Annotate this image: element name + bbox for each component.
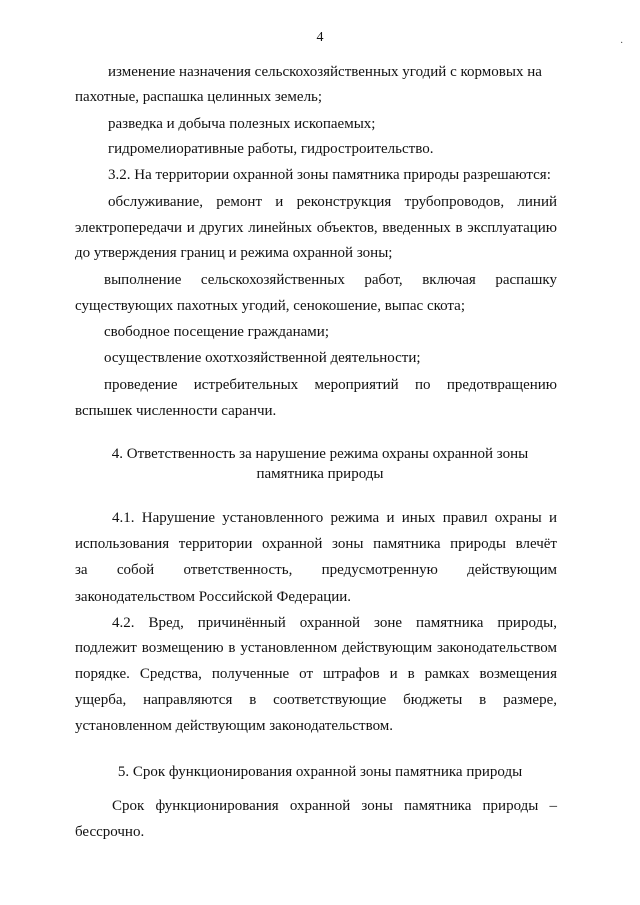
- text-line: обслуживание, ремонт и реконструкция трубопроводов, линий: [108, 194, 557, 210]
- text-line: установленном действующим законодательством.: [75, 718, 394, 734]
- text-line: пахотные, распашка целинных земель;: [75, 89, 323, 105]
- text-line: вспышек численности саранчи.: [75, 403, 277, 419]
- text-line: проведение истребительных мероприятий по предотвращению: [104, 377, 557, 393]
- text-line: свободное посещение гражданами;: [104, 324, 329, 340]
- text-line: осуществление охотхозяйственной деятельности;: [104, 350, 421, 366]
- text-line: подлежит возмещению в установленном действующим законодательством: [75, 640, 557, 656]
- text-line: существующих пахотных угодий, сенокошение, выпас скота;: [75, 298, 465, 314]
- text-line: электропередачи и других линейных объектов, введенных в эксплуатацию: [75, 220, 557, 236]
- text-line: выполнение сельскохозяйственных работ, включая распашку: [104, 272, 557, 288]
- section-heading: 5. Срок функционирования охранной зоны памятника природы: [117, 764, 523, 780]
- text-line: 4.2. Вред, причинённый охранной зоне памятника природы,: [112, 615, 557, 631]
- scan-mark: ·: [620, 38, 624, 49]
- text-line: 3.2. На территории охранной зоны памятника природы разрешаются:: [108, 167, 551, 183]
- text-line: ущерба, направляются в соответствующие бюджеты в размере,: [75, 692, 557, 708]
- text-line: разведка и добыча полезных ископаемых;: [108, 116, 376, 132]
- text-line: Срок функционирования охранной зоны памятника природы –: [112, 798, 557, 814]
- text-line: законодательством Российской Федерации.: [75, 589, 352, 605]
- text-line: использования территории охранной зоны памятника природы влечёт: [75, 536, 557, 552]
- text-line: бессрочно.: [75, 824, 145, 840]
- text-line: гидромелиоративные работы, гидростроительство.: [108, 141, 434, 157]
- text-line: за собой ответственность, предусмотренную действующим: [75, 562, 557, 578]
- page-number: 4: [316, 30, 324, 45]
- section-heading: 4. Ответственность за нарушение режима охраны охранной зоны: [111, 446, 529, 462]
- text-line: до утверждения границ и режима охранной зоны;: [75, 245, 393, 261]
- text-line: изменение назначения сельскохозяйственных угодий с кормовых на: [108, 64, 542, 80]
- section-heading: памятника природы: [256, 466, 384, 482]
- text-line: порядке. Средства, полученные от штрафов и в рамках возмещения: [75, 666, 557, 682]
- text-line: 4.1. Нарушение установленного режима и иных правил охраны и: [112, 510, 557, 526]
